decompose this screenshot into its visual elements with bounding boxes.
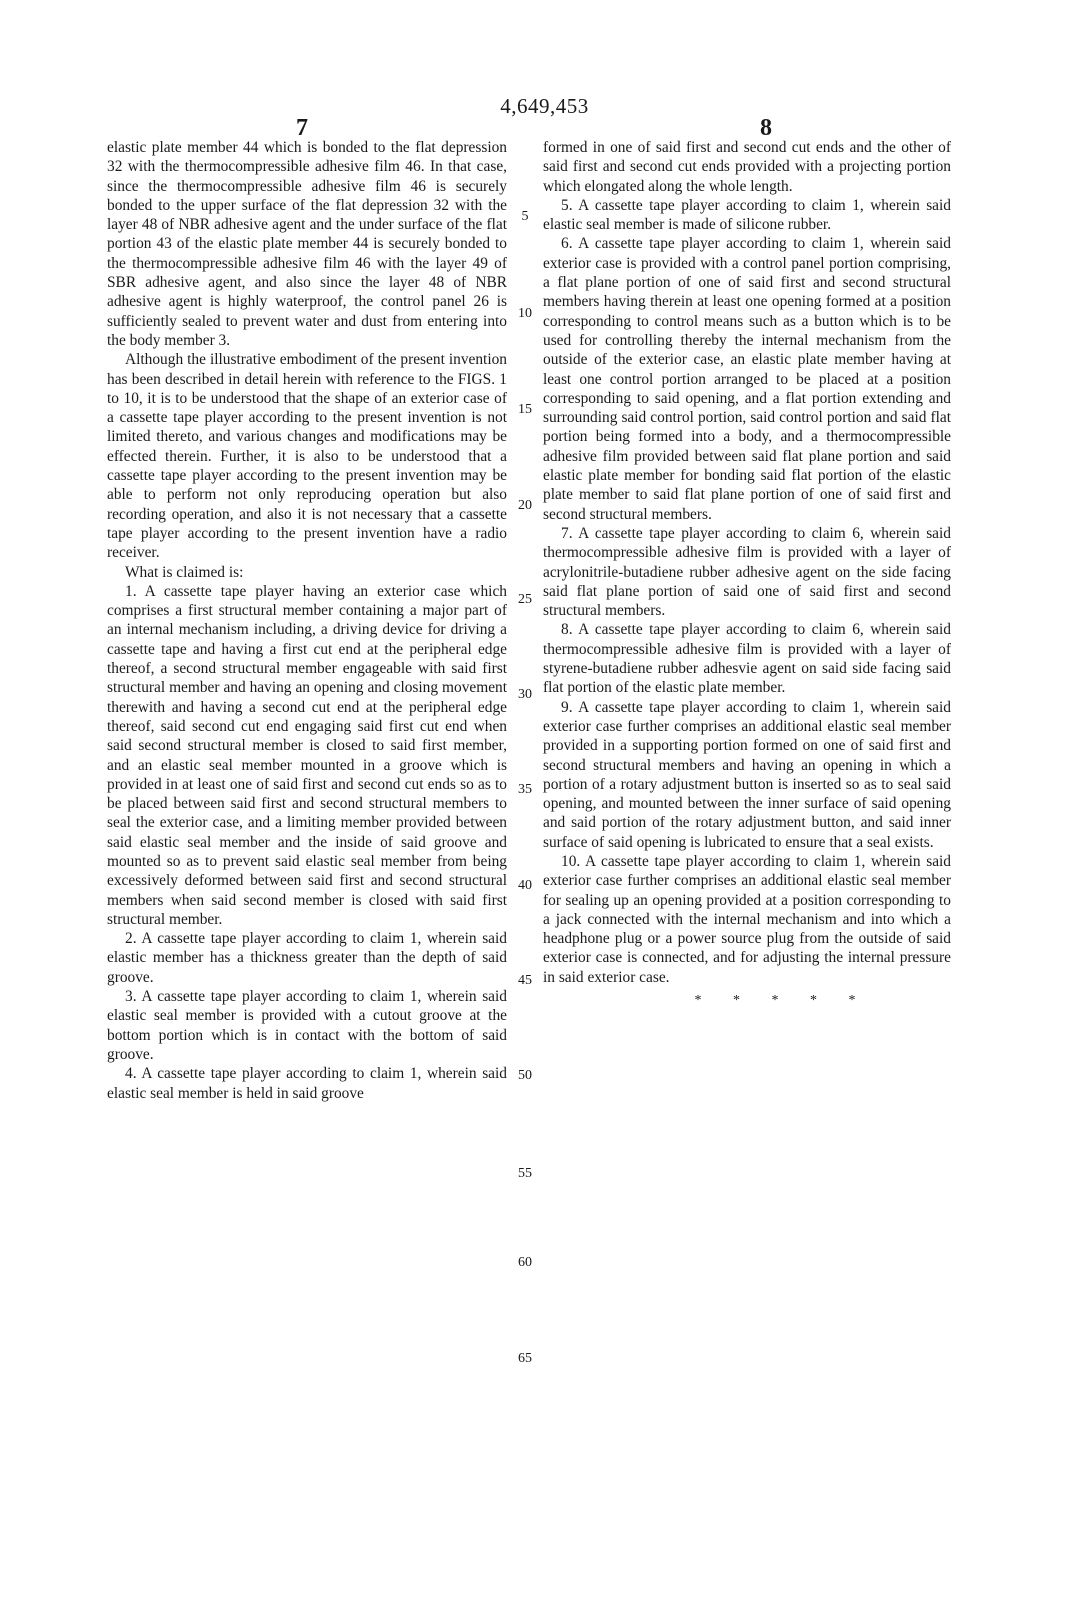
line-number: 15 <box>518 402 532 417</box>
claim-8: 8. A cassette tape player according to claim 6, wherein said thermocompressible adhesive film is provided with a layer of styrene-butadiene rubber adhesvie agent on said side facing said flat portion of the elastic plate member. <box>543 621 951 697</box>
claim-3: 3. A cassette tape player according to claim 1, wherein said elastic seal member is provided with a cutout groove at the bottom portion which is in contact with the bottom of said groove. <box>107 988 507 1063</box>
line-number: 10 <box>518 306 532 321</box>
claim-4-continued: formed in one of said first and second cut ends and the other of said first and second cut ends provided with a projecting portion which elongated along the whole length. <box>543 139 951 195</box>
line-number: 40 <box>518 878 532 893</box>
claim-6: 6. A cassette tape player according to claim 1, wherein said exterior case is provided with a control panel portion comprising, a flat plane portion of one of said first and second structural members having therein at least one opening formed at a position corresponding to control means such as a button which is to be used for controlling thereby the internal mechanism from the outside of the exterior case, an elastic plate member having at least one control portion arranged to be placed at a position corresponding to said opening, and a flat portion extending and surrounding said control portion, said control portion and said flat portion being formed into a body, and a thermocompressible adhesive film provided between said flat plane portion and said elastic plate member for bonding said flat portion of the elastic plate member to said flat plane portion of one of said first and second structural members. <box>543 235 951 523</box>
line-number: 5 <box>521 209 529 224</box>
line-number: 65 <box>518 1351 532 1366</box>
paragraph: elastic plate member 44 which is bonded to the flat depression 32 with the thermocompressible adhesive film 46. In that case, since the thermocompressible adhesive film 46 is securely bonded to the upper surface of the flat depression 32 with the layer 48 of NBR adhesive agent and the under surface of the flat portion 43 of the elastic plate member 44 is securely bonded to the thermocompressible adhesive film 46 with the layer 49 of SBR adhesive agent, and also since the layer 48 of NBR adhesive agent is highly waterproof, the control panel 26 is sufficiently sealed to prevent water and dust from entering into the body member 3. <box>107 139 507 349</box>
line-number: 45 <box>518 973 532 988</box>
page-number-right: 8 <box>760 115 772 141</box>
right-column <box>543 138 951 1010</box>
claim-9: 9. A cassette tape player according to claim 1, wherein said exterior case further comprises an additional elastic seal member provided in a supporting portion formed on one of said first and second structural members and having an opening in which a portion of a rotary adjustment button is inserted so as to seal said opening, and mounted between the inner surface of said opening and said portion of the rotary adjustment button, and said inner surface of said opening is lubricated to ensure that a seal exists. <box>543 698 951 851</box>
line-number: 30 <box>518 687 532 702</box>
patent-number: 4,649,453 <box>500 94 589 118</box>
claim-10: 10. A cassette tape player according to claim 1, wherein said exterior case further comprises an additional elastic seal member for sealing up an opening provided at a position corresponding to a jack connected with the internal mechanism and into which a headphone plug or a power source plug from the outside of said exterior case is connected, and for adjusting the internal pressure in said exterior case. <box>543 852 951 986</box>
claim-2: 2. A cassette tape player according to claim 1, wherein said elastic member has a thickness greater than the depth of said groove. <box>107 930 507 986</box>
paragraph: Although the illustrative embodiment of the present invention has been described in detail herein with reference to the FIGS. 1 to 10, it is to be understood that the shape of an exterior case of a cassette tape player according to the present invention is not limited thereto, and various changes and modifications may be effected therein. Further, it is also to be understood that a cassette tape player according to the present invention may be able to perform not only reproducing operation but also recording operation, and also it is not necessary that a cassette tape player according to the present invention have a radio receiver. <box>107 351 507 562</box>
page-number-left: 7 <box>296 115 308 141</box>
left-column <box>107 138 507 1103</box>
claim-4: 4. A cassette tape player according to claim 1, wherein said elastic seal member is held in said groove <box>107 1065 507 1102</box>
line-number: 60 <box>518 1255 532 1270</box>
line-number: 55 <box>518 1166 532 1181</box>
claim-7: 7. A cassette tape player according to claim 6, wherein said thermocompressible adhesive film is provided with a layer of acrylonitrile-butadiene rubber adhesive agent on the side facing said flat plane portion of said one of said first and second structural members. <box>543 524 951 620</box>
line-number: 25 <box>518 592 532 607</box>
claim-1: 1. A cassette tape player having an exterior case which comprises a first structural member containing a major part of an internal mechanism including, a driving device for driving a cassette tape and having a first cut end at the peripheral edge thereof, a second structural member engageable with said first structural member and having an opening and closing movement therewith and having a second cut end at the peripheral edge thereof, said second cut end engaging said first cut end when said second structural member is closed to said first member, and an elastic seal member mounted in a groove which is provided in at least one of said first and second cut ends so as to be placed between said first and second structural members to seal the exterior case, and a limiting member provided between said elastic seal member and the inside of said groove and mounted so as to prevent said elastic seal member from being excessively deformed between said first and second structural members when said second member is closed with said first structural member. <box>107 582 507 928</box>
claim-5: 5. A cassette tape player according to claim 1, wherein said elastic seal member is made of silicone rubber. <box>543 196 951 234</box>
line-number: 35 <box>518 782 532 797</box>
line-number: 20 <box>518 498 532 513</box>
claims-heading: What is claimed is: <box>125 563 244 581</box>
end-mark: * * * * * <box>694 993 870 1009</box>
line-number: 50 <box>518 1068 532 1083</box>
